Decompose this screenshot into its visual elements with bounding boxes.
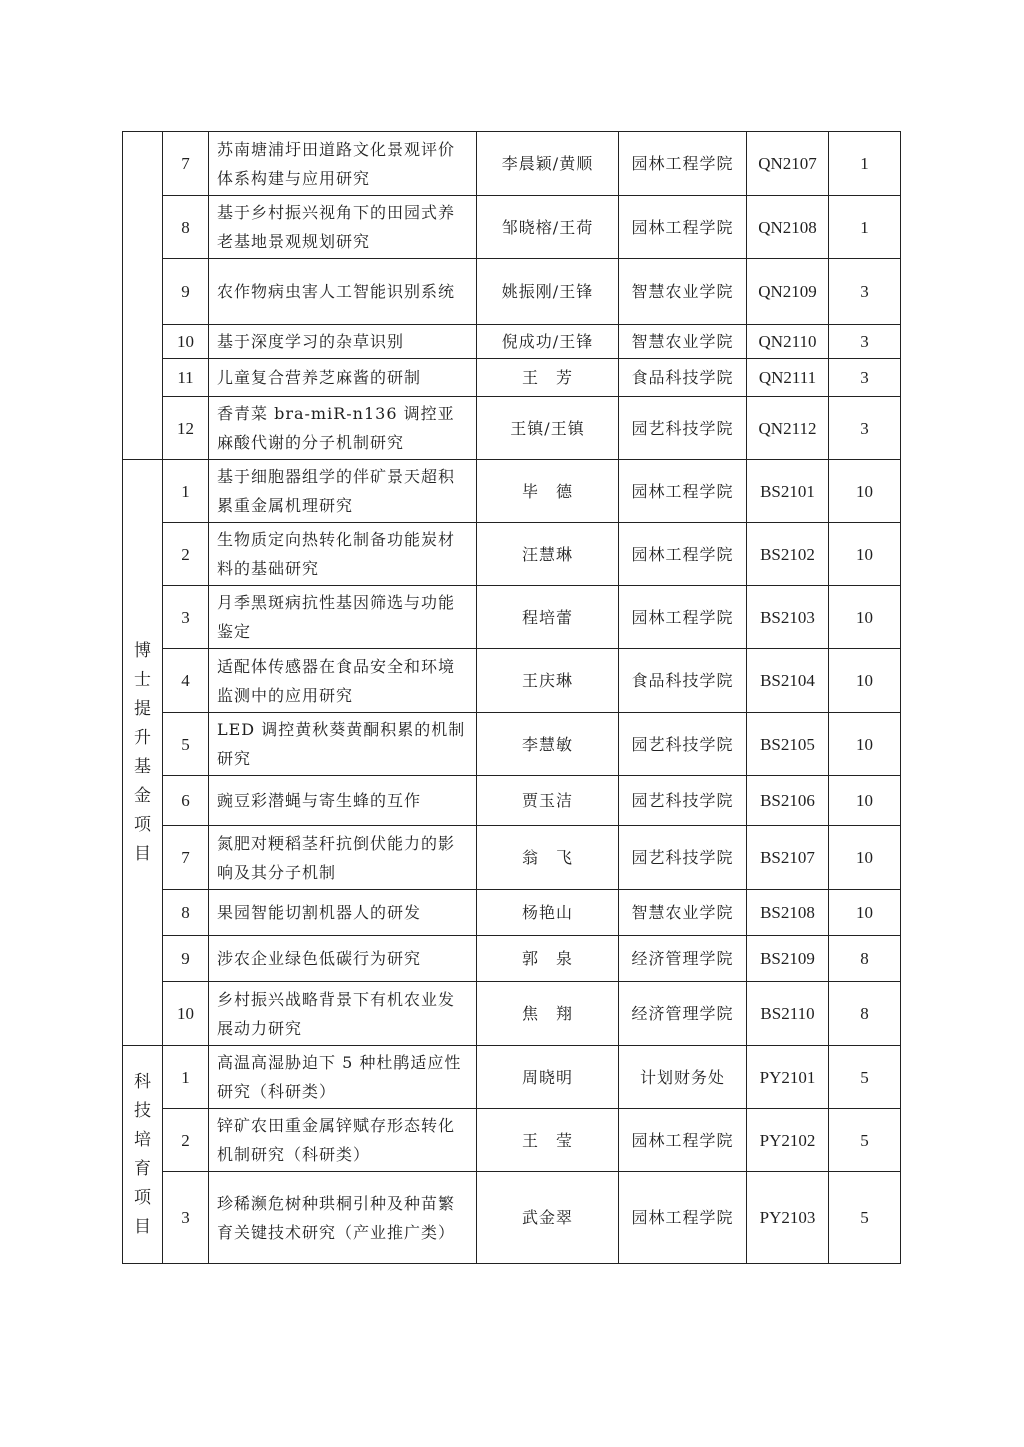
project-leader: 杨艳山 (477, 890, 619, 936)
college-name: 食品科技学院 (619, 649, 747, 713)
project-leader: 李慧敏 (477, 713, 619, 776)
project-code: QN2109 (747, 259, 829, 325)
project-title: 豌豆彩潜蝇与寄生蜂的互作 (209, 776, 477, 826)
fund-amount: 5 (829, 1046, 901, 1109)
project-title: 月季黑斑病抗性基因筛选与功能鉴定 (209, 586, 477, 649)
fund-amount: 10 (829, 586, 901, 649)
college-name: 园艺科技学院 (619, 776, 747, 826)
table-row (123, 1109, 901, 1172)
project-code: BS2104 (747, 649, 829, 713)
project-code: BS2108 (747, 890, 829, 936)
project-code: BS2110 (747, 982, 829, 1046)
project-code: BS2106 (747, 776, 829, 826)
college-name: 经济管理学院 (619, 936, 747, 982)
category-cultivate: 科技培育项目 (123, 1046, 163, 1264)
fund-amount: 8 (829, 982, 901, 1046)
project-code: BS2107 (747, 826, 829, 890)
row-number: 5 (163, 713, 209, 776)
project-title: 苏南塘浦圩田道路文化景观评价体系构建与应用研究 (209, 132, 477, 196)
table-row (123, 397, 901, 460)
project-leader: 焦 翔 (477, 982, 619, 1046)
project-title: 儿童复合营养芝麻酱的研制 (209, 359, 477, 397)
row-number: 1 (163, 460, 209, 523)
project-title: 农作物病虫害人工智能识别系统 (209, 259, 477, 325)
project-leader: 王 莹 (477, 1109, 619, 1172)
project-leader: 武金翠 (477, 1172, 619, 1264)
fund-amount: 10 (829, 523, 901, 586)
category-cell-prev (123, 132, 163, 460)
project-code: QN2111 (747, 359, 829, 397)
fund-amount: 10 (829, 826, 901, 890)
table-row (123, 586, 901, 649)
table-row (123, 713, 901, 776)
table-row (123, 649, 901, 713)
project-code: QN2107 (747, 132, 829, 196)
fund-amount: 1 (829, 196, 901, 259)
fund-amount: 10 (829, 649, 901, 713)
project-title: LED 调控黄秋葵黄酮积累的机制研究 (209, 713, 477, 776)
college-name: 园林工程学院 (619, 523, 747, 586)
project-leader: 王镇/王镇 (477, 397, 619, 460)
row-number: 10 (163, 325, 209, 359)
project-leader: 翁 飞 (477, 826, 619, 890)
project-title: 高温高湿胁迫下 5 种杜鹃适应性研究（科研类） (209, 1046, 477, 1109)
college-name: 园林工程学院 (619, 586, 747, 649)
row-number: 9 (163, 936, 209, 982)
project-leader: 姚振刚/王锋 (477, 259, 619, 325)
table-row (123, 325, 901, 359)
college-name: 园林工程学院 (619, 1172, 747, 1264)
college-name: 智慧农业学院 (619, 259, 747, 325)
project-code: BS2101 (747, 460, 829, 523)
fund-amount: 8 (829, 936, 901, 982)
table-row (123, 776, 901, 826)
row-number: 7 (163, 826, 209, 890)
college-name: 食品科技学院 (619, 359, 747, 397)
college-name: 园林工程学院 (619, 132, 747, 196)
row-number: 11 (163, 359, 209, 397)
project-leader: 郭 泉 (477, 936, 619, 982)
row-number: 2 (163, 1109, 209, 1172)
college-name: 智慧农业学院 (619, 890, 747, 936)
table-row (123, 523, 901, 586)
fund-amount: 10 (829, 460, 901, 523)
project-leader: 毕 德 (477, 460, 619, 523)
project-title: 乡村振兴战略背景下有机农业发展动力研究 (209, 982, 477, 1046)
table-row (123, 359, 901, 397)
project-code: BS2103 (747, 586, 829, 649)
college-name: 园林工程学院 (619, 460, 747, 523)
project-leader: 邹晓榕/王荷 (477, 196, 619, 259)
project-leader: 王 芳 (477, 359, 619, 397)
project-title: 锌矿农田重金属锌赋存形态转化机制研究（科研类） (209, 1109, 477, 1172)
fund-amount: 5 (829, 1109, 901, 1172)
project-code: QN2110 (747, 325, 829, 359)
fund-amount: 3 (829, 359, 901, 397)
project-table (122, 131, 901, 1264)
project-title: 香青菜 bra-miR-n136 调控亚麻酸代谢的分子机制研究 (209, 397, 477, 460)
row-number: 2 (163, 523, 209, 586)
project-code: PY2101 (747, 1046, 829, 1109)
row-number: 4 (163, 649, 209, 713)
fund-amount: 3 (829, 325, 901, 359)
row-number: 6 (163, 776, 209, 826)
fund-amount: 10 (829, 713, 901, 776)
row-number: 10 (163, 982, 209, 1046)
project-code: PY2102 (747, 1109, 829, 1172)
project-title: 基于深度学习的杂草识别 (209, 325, 477, 359)
project-code: BS2109 (747, 936, 829, 982)
project-title: 果园智能切割机器人的研发 (209, 890, 477, 936)
fund-amount: 10 (829, 776, 901, 826)
row-number: 3 (163, 1172, 209, 1264)
table-row (123, 460, 901, 523)
project-code: BS2105 (747, 713, 829, 776)
row-number: 1 (163, 1046, 209, 1109)
row-number: 9 (163, 259, 209, 325)
project-code: QN2108 (747, 196, 829, 259)
row-number: 3 (163, 586, 209, 649)
category-doctor: 博士提升基金项目 (123, 460, 163, 1046)
project-title: 基于细胞器组学的伴矿景天超积累重金属机理研究 (209, 460, 477, 523)
college-name: 园艺科技学院 (619, 397, 747, 460)
project-leader: 李晨颖/黄顺 (477, 132, 619, 196)
project-title: 涉农企业绿色低碳行为研究 (209, 936, 477, 982)
college-name: 智慧农业学院 (619, 325, 747, 359)
project-leader: 贾玉洁 (477, 776, 619, 826)
project-title: 珍稀濒危树种珙桐引种及种苗繁育关键技术研究（产业推广类） (209, 1172, 477, 1264)
project-title: 生物质定向热转化制备功能炭材料的基础研究 (209, 523, 477, 586)
table-row (123, 196, 901, 259)
college-name: 园艺科技学院 (619, 713, 747, 776)
table-row (123, 936, 901, 982)
fund-amount: 3 (829, 397, 901, 460)
project-leader: 汪慧琳 (477, 523, 619, 586)
fund-amount: 10 (829, 890, 901, 936)
college-name: 园艺科技学院 (619, 826, 747, 890)
project-leader: 倪成功/王锋 (477, 325, 619, 359)
table-row (123, 1046, 901, 1109)
table-row (123, 826, 901, 890)
row-number: 12 (163, 397, 209, 460)
table-row (123, 1172, 901, 1264)
college-name: 经济管理学院 (619, 982, 747, 1046)
project-code: BS2102 (747, 523, 829, 586)
project-leader: 程培蕾 (477, 586, 619, 649)
table-row (123, 982, 901, 1046)
fund-amount: 1 (829, 132, 901, 196)
fund-amount: 3 (829, 259, 901, 325)
college-name: 计划财务处 (619, 1046, 747, 1109)
college-name: 园林工程学院 (619, 196, 747, 259)
row-number: 8 (163, 196, 209, 259)
project-code: PY2103 (747, 1172, 829, 1264)
table-row (123, 890, 901, 936)
project-code: QN2112 (747, 397, 829, 460)
project-title: 基于乡村振兴视角下的田园式养老基地景观规划研究 (209, 196, 477, 259)
row-number: 7 (163, 132, 209, 196)
project-leader: 王庆琳 (477, 649, 619, 713)
project-title: 氮肥对粳稻茎秆抗倒伏能力的影响及其分子机制 (209, 826, 477, 890)
fund-amount: 5 (829, 1172, 901, 1264)
row-number: 8 (163, 890, 209, 936)
table-row (123, 132, 901, 196)
project-leader: 周晓明 (477, 1046, 619, 1109)
project-title: 适配体传感器在食品安全和环境监测中的应用研究 (209, 649, 477, 713)
college-name: 园林工程学院 (619, 1109, 747, 1172)
table-row (123, 259, 901, 325)
